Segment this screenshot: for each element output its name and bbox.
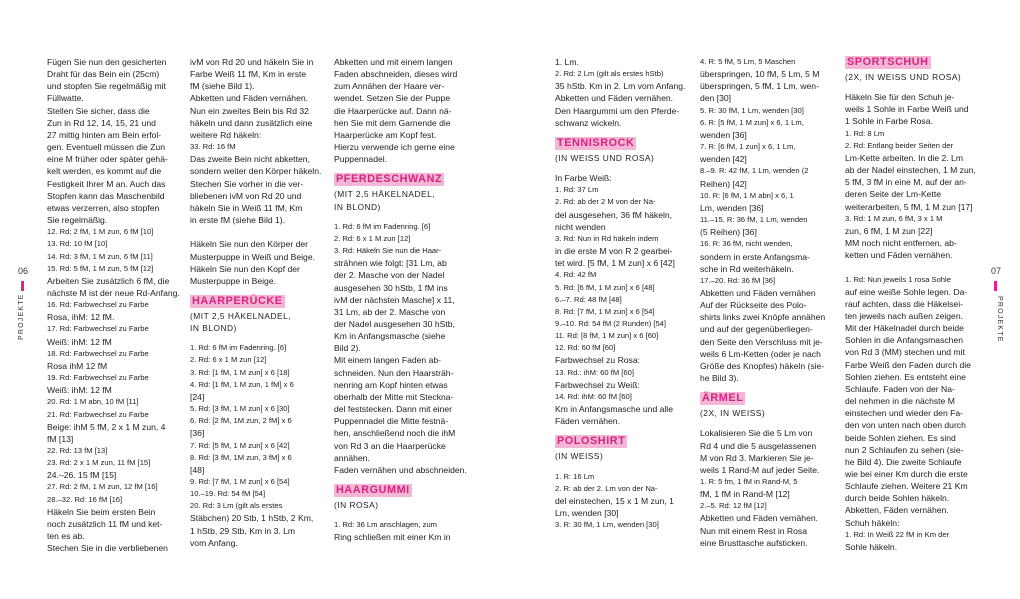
text-line: Schuh häkeln:: [845, 517, 900, 528]
text-line: von Rd 3 (MM) stechen und mit: [845, 347, 965, 358]
text-line: 2. Rd: 6 x 1 M zun [12]: [190, 355, 267, 365]
text-line: Stäbchen) 20 Stb, 1 hStb, 2 Km,: [190, 513, 314, 524]
text-line: Häkeln Sie nun den Kopf der: [190, 263, 300, 274]
text-line: weiterarbeiten, 5 fM, 1 M zun [17]: [845, 201, 973, 212]
text-line: del einstechen, 15 x 1 M zun, 1: [555, 495, 674, 506]
text-line: Sohle häkeln.: [845, 541, 898, 552]
text-line: nächste M ist der neue Rd-Anfang.: [47, 287, 180, 298]
text-line: weils 1 Rand-M auf jeder Seite.: [700, 464, 820, 475]
text-line: Farbwechsel zu Weiß:: [555, 379, 640, 390]
text-line: sondern in erste Anfangsma-: [700, 251, 810, 262]
text-line: ab der Nadel einstechen, 1 M zun,: [845, 165, 976, 176]
text-line: zum Annähen der Haare ver-: [334, 81, 445, 92]
text-column-2: [190, 56, 321, 549]
text-line: Auf der Rückseite des Polo-: [700, 300, 807, 311]
text-line: 17.–20. Rd: 36 fM [36]: [700, 275, 776, 285]
text-line: strähnen wie folgt: [31 Lm, ab: [334, 258, 447, 269]
text-line: noch zusätzlich 11 fM und ket-: [47, 518, 163, 529]
section-subtitle: (2X, IN WEISS): [700, 408, 766, 419]
text-line: eine M früher oder später gehä-: [47, 154, 168, 165]
text-line: 24.–26. 15 fM [15]: [47, 470, 117, 481]
instruction-text: [700, 427, 825, 549]
text-line: 11. Rd: [8 fM, 1 M zun] x 6 [60]: [555, 331, 659, 341]
text-line: wenden [42]: [700, 154, 747, 165]
text-line: he Bild 3).: [700, 373, 739, 384]
text-line: Abketten und Fäden vernähen.: [700, 513, 819, 524]
text-line: del feststecken. Dann mit einer: [334, 404, 452, 415]
side-label-left: PROJEKTE: [18, 293, 25, 340]
text-line: 20. Rd: 3 Lm (gilt als erstes: [190, 501, 283, 511]
text-line: 15. Rd: 5 fM, 1 M zun, 5 fM [12]: [47, 263, 154, 273]
text-line: 13. Rd.: ihM: 60 fM [60]: [555, 367, 634, 377]
body-text: [555, 56, 685, 129]
text-line: Arbeiten Sie zusätzlich 6 fM, die: [47, 275, 170, 286]
text-line: wenden [36]: [700, 129, 747, 140]
text-line: 1. Rd: In Weiß 22 fM in Km der: [845, 529, 950, 539]
text-line: [24]: [190, 391, 205, 402]
text-line: Häkeln Sie nun den Körper der: [190, 239, 309, 250]
section-subtitle: (2X, IN WEISS UND ROSA): [845, 72, 962, 82]
text-line: überspringen, 5 fM, 1 Lm, wen-: [700, 81, 819, 92]
text-line: 5 fM, 3 fM in eine M, auf der an-: [845, 177, 967, 188]
text-line: 9. Rd: [7 fM, 1 M zun] x 6 [54]: [190, 477, 290, 486]
section-heading-pferdeschwanz: PFERDESCHWANZ: [336, 173, 443, 186]
text-column-5: [700, 56, 825, 549]
instruction-text: [334, 519, 467, 543]
text-line: fM, 1 fM in Rand-M [12]: [700, 489, 790, 500]
text-line: fM (siehe Bild 1).: [190, 81, 255, 92]
text-line: 17. Rd: Farbwechsel zu Farbe: [47, 324, 149, 334]
text-line: Rosa ihM 12 fM: [47, 360, 108, 371]
text-line: 5. R: 30 fM, 1 Lm, wenden [30]: [700, 105, 804, 115]
text-line: kelt werden, es kommt auf die: [47, 166, 162, 177]
text-line: 3. Rd: [1 fM, 1 M zun] x 6 [18]: [190, 367, 290, 377]
text-line: [845, 261, 976, 273]
text-line: Abketten, Fäden vernähen.: [845, 505, 949, 516]
text-line: schwanz wickeln.: [555, 117, 622, 128]
text-line: wie bei einer Km durch die erste: [845, 469, 968, 479]
text-line: ketten und Fäden vernähen.: [845, 250, 953, 261]
text-line: von Rd 3 an die Haarperücke: [334, 440, 446, 451]
text-line: nicht wenden: [555, 221, 606, 232]
text-line: 18. Rd: Farbwechsel zu Farbe: [47, 348, 149, 358]
text-line: nun 2 Schlaufen zu sehen (sie-: [845, 444, 964, 455]
text-line: 4. Rd: 42 fM: [555, 270, 597, 280]
text-line: 28.–32. Rd: 16 fM [16]: [47, 494, 123, 504]
text-line: Musterpuppe in Beige.: [190, 275, 276, 286]
section-heading-haarperuecke: HAARPERÜCKE: [192, 294, 283, 307]
text-line: 16. Rd: Farbwechsel zu Farbe: [47, 300, 149, 310]
page-number-right: 07: [991, 266, 1002, 276]
text-line: Stechen Sie in die verbliebenen: [47, 543, 168, 554]
text-line: Schlaufe. Faden von der Na-: [845, 383, 955, 394]
text-line: Sohlen in die Anfangsmaschen: [845, 335, 964, 346]
text-line: [48]: [190, 464, 205, 475]
section-heading-tennisrock: TENNISROCK: [557, 136, 635, 149]
text-line: Abketten und Fäden vernähen.: [555, 93, 674, 104]
text-line: 2. R: ab der 2. Lm von der Na-: [555, 483, 658, 493]
text-line: rauf achten, dass die Häkelsei-: [845, 298, 963, 309]
text-line: Lm-Kette arbeiten. In die 2. Lm: [845, 152, 963, 163]
text-line: Abketten und mit einem langen: [334, 57, 453, 67]
section-subtitle: IN BLOND): [190, 323, 237, 334]
text-line: (5 Reihen) [36]: [700, 227, 757, 238]
text-line: 3. Rd: Nun in Rd häkeln indem: [555, 233, 659, 243]
text-line: weils 1 Sohle in Farbe Weiß und: [845, 104, 969, 115]
text-line: [190, 226, 321, 238]
text-line: 1 Sohle in Farbe Rosa.: [845, 116, 933, 127]
text-line: 10. R: [6 fM, 1 M abn] x 6, 1: [700, 190, 794, 200]
section-heading-aermel: ÄRMEL: [702, 392, 744, 405]
text-line: 23. Rd: 2 x 1 M zun, 11 fM [15]: [47, 458, 151, 468]
text-line: 1. R: 16 Lm: [555, 471, 595, 481]
text-line: Häkeln Sie für den Schuh je-: [845, 92, 955, 103]
text-line: Farbe Weiß 11 fM, Km in erste: [190, 69, 307, 80]
section-subtitle: (IN ROSA): [334, 500, 379, 510]
text-line: 1. Rd: Nun jeweils 1 rosa Sohle: [845, 274, 951, 284]
text-line: Farbwechsel zu Rosa:: [555, 355, 641, 366]
text-line: 10.–19. Rd: 54 fM [54]: [190, 489, 266, 499]
text-line: zun, 6 fM, 1 M zun [22]: [845, 225, 933, 236]
text-line: Sie regelmäßig.: [47, 215, 108, 226]
text-line: Weiß: ihM: 12 fM: [47, 336, 112, 347]
text-line: Häkeln Sie beim ersten Bein: [47, 506, 156, 517]
text-line: 3. R: 30 fM, 1 Lm, wenden [30]: [555, 520, 659, 530]
body-text: [47, 56, 180, 554]
page-marker-right: [994, 281, 997, 291]
text-line: häkeln Sie in Weiß 11 fM, Km: [190, 202, 303, 213]
text-line: 5. Rd: [3 fM, 1 M zun] x 6 [30]: [190, 404, 290, 414]
text-line: ten es ab.: [47, 531, 85, 542]
text-line: 33. Rd: 16 fM: [190, 142, 236, 152]
text-line: ivM der nächsten Masche] x 11,: [334, 294, 455, 305]
text-line: 4. Rd: [1 fM, 1 M zun, 1 fM] x 6: [190, 379, 294, 389]
text-line: vom Anfang.: [190, 537, 238, 548]
instruction-text: [555, 172, 685, 427]
text-line: Füllwatte.: [47, 93, 84, 104]
text-line: den Seite den Verschluss mit je-: [700, 336, 823, 347]
text-line: sondern weiter den Körper häkeln.: [190, 166, 322, 177]
page-number-left: 06: [18, 266, 29, 276]
text-line: fM [13]: [47, 433, 74, 444]
text-line: Abketten und Fäden vernähen.: [190, 93, 309, 104]
text-line: 6. Rd: [2 fM, 1M zun, 2 fM] x 6: [190, 416, 292, 426]
text-line: sche in Rd weiterhäkeln.: [700, 263, 794, 274]
text-line: ausgesehen 30 hStb, 1 fM ins: [334, 282, 448, 293]
text-line: etwas verzerren, also stopfen: [47, 202, 160, 213]
text-line: del nehmen in die nächste M: [845, 396, 955, 407]
text-line: 14. Rd: 3 fM, 1 M zun, 6 fM [11]: [47, 251, 153, 261]
text-line: Das zweite Bein nicht abketten,: [190, 154, 310, 165]
text-line: eine Brusttasche aufsticken.: [700, 537, 808, 548]
text-column-1: [47, 56, 180, 554]
text-line: 2.–5. Rd: 12 fM [12]: [700, 501, 767, 511]
text-line: 35 hStb. Km in 2. Lm vom Anfang.: [555, 81, 686, 92]
text-line: die Haarperücke auf. Dann nä-: [334, 105, 452, 116]
text-line: Faden vernähen und abschneiden.: [334, 464, 467, 475]
text-line: Stellen Sie sicher, dass die: [47, 105, 150, 116]
text-line: 3. Rd: 1 M zun, 6 fM, 3 x 1 M: [845, 213, 943, 223]
text-line: 11.–15. R: 36 fM, 1 Lm, wenden: [700, 215, 808, 225]
section-subtitle: (MIT 2,5 HÄKELNADEL,: [334, 189, 436, 200]
text-line: 2. Rd: 6 x 1 M zun [12]: [334, 233, 411, 243]
text-line: schneiden. Nun den Haarsträh-: [334, 367, 454, 378]
text-column-6: [845, 56, 976, 553]
text-line: überspringen, 10 fM, 5 Lm, 5 M: [700, 69, 820, 80]
text-column-4: [555, 56, 685, 531]
section-heading-poloshirt: POLOSHIRT: [557, 435, 626, 448]
text-line: 7. Rd: [5 fM, 1 M zun] x 6 [42]: [190, 440, 290, 450]
text-line: 20. Rd: 1 M abn, 10 fM [11]: [47, 397, 139, 407]
text-line: Rosa, ihM: 12 fM.: [47, 312, 115, 323]
text-line: 27. Rd: 2 fM, 1 M zun, 12 fM [16]: [47, 482, 158, 492]
page-marker-left: [21, 281, 24, 291]
text-line: 21. Rd: Farbwechsel zu Farbe: [47, 409, 149, 419]
text-line: 8. Rd: [7 fM, 1 M zun] x 6 [54]: [555, 306, 655, 316]
text-line: nenring am Kopf hinten etwas: [334, 379, 448, 390]
section-subtitle: (IN WEISS UND ROSA): [555, 152, 655, 163]
instruction-text: [334, 221, 467, 476]
text-line: 1. Rd: 8 Lm: [845, 128, 885, 138]
text-line: Stopfen kann das Maschenbild: [47, 190, 165, 201]
text-line: in erste fM (siehe Bild 1).: [190, 215, 286, 226]
text-line: oberhalb der Mitte mit Stecknа-: [334, 391, 454, 402]
text-line: einstechen und wieder den Fa-: [845, 408, 964, 419]
instruction-text: [555, 471, 685, 532]
text-line: M von Rd 3. Markieren Sie je-: [700, 452, 814, 463]
text-line: 13. Rd: 10 fM [10]: [47, 239, 108, 249]
text-line: Draht für das Bein ein (25cm): [47, 69, 160, 80]
text-line: 3. Rd: Häkeln Sie nun die Haar-: [334, 246, 442, 256]
body-text: [334, 56, 467, 165]
text-line: 12. Rd: 60 fM [60]: [555, 343, 616, 353]
text-line: Mit einem langen Faden ab-: [334, 355, 442, 366]
text-line: del ausgesehen, 36 fM häkeln,: [555, 209, 673, 220]
text-line: Sohlen ziehen. Es entsteht eine: [845, 371, 966, 382]
text-line: beide Sohlen ziehen. Es sind: [845, 432, 956, 443]
text-line: Hierzu verwende ich gerne eine: [334, 142, 455, 153]
text-line: Festigkeit Ihrer M an. Auch das: [47, 178, 166, 189]
text-line: Größe des Knopfes) häkeln (sie-: [700, 360, 825, 371]
text-line: der 2. Masche von der Nadel: [334, 270, 445, 281]
text-line: Stechen Sie vorher in die ver-: [190, 178, 304, 189]
text-line: Abketten und Fäden vernähen: [700, 287, 816, 298]
section-heading-sportschuh: SPORTSCHUH: [847, 56, 929, 68]
text-line: weils 6 Lm-Ketten (oder je nach: [700, 348, 821, 359]
text-line: 19. Rd: Farbwechsel zu Farbe: [47, 373, 149, 383]
text-line: und auf der gegenüberliegen-: [700, 324, 813, 335]
text-line: 1. Rd: 6 fM im Fadenring. [6]: [190, 343, 287, 353]
text-line: 2. Rd: ab der 2 M von der Na-: [555, 197, 656, 207]
text-line: 4. R: 5 fM, 5 Lm, 5 Maschen: [700, 57, 796, 66]
text-line: 27 mittig hinten am Bein erfol-: [47, 129, 162, 140]
text-line: den [30]: [700, 93, 732, 104]
text-line: Ring schließen mit einer Km in: [334, 532, 451, 543]
text-line: 1. Lm.: [555, 57, 579, 67]
text-line: Km in Anfangsmasche und alle: [555, 404, 673, 415]
text-line: Nun mit einem Rest in Rosa: [700, 525, 807, 536]
text-line: 22. Rd: 13 fM [13]: [47, 446, 108, 455]
text-line: ten jeweils nach außen zeigen.: [845, 310, 964, 321]
text-line: bliebenen ivM von Rd 20 und: [190, 190, 302, 201]
text-line: 9.–10. Rd: 54 fM (2 Runden) [54]: [555, 318, 667, 328]
text-line: annähen.: [334, 452, 370, 463]
text-line: In Farbe Weiß:: [555, 173, 612, 184]
text-line: [36]: [190, 428, 205, 439]
text-line: häkeln und dann zusätzlich eine: [190, 117, 313, 128]
text-line: he Bild 4). Die zweite Schlaufe: [845, 456, 962, 467]
text-line: Puppennadel die Mitte festnä-: [334, 416, 449, 427]
section-heading-haargummi: HAARGUMMI: [336, 484, 410, 496]
text-line: deren Seite der Lm-Kette: [845, 189, 942, 200]
text-column-3: [334, 56, 467, 543]
text-line: auf eine weiße Sohle legen. Da-: [845, 286, 968, 297]
text-line: Nun ein zweites Bein bis Rd 32: [190, 105, 309, 116]
text-line: 7. R: [6 fM, 1 zun] x 6, 1 Lm,: [700, 142, 796, 152]
text-line: der Nadel ausgesehen 30 hStb,: [334, 318, 455, 329]
text-line: 5. Rd: [6 fM, 1 M zun] x 6 [48]: [555, 282, 655, 292]
text-line: 1 hStb, 29 Stb, Km in 3. Lm: [190, 525, 296, 536]
instruction-text: [190, 342, 321, 549]
text-line: shirts links zwei Knöpfe annähen: [700, 312, 826, 323]
text-line: gen. Eventuell müssen die Zun: [47, 142, 165, 153]
text-line: 2. Rd: Entlang beider Seiten der: [845, 140, 954, 150]
section-subtitle: IN BLOND): [334, 201, 381, 212]
text-line: Beige: ihM 5 fM, 2 x 1 M zun, 4: [47, 421, 166, 432]
text-line: hen Sie mit dem Garnende die: [334, 117, 451, 128]
instruction-text: [700, 56, 825, 384]
text-line: Farbe Weiß den Faden durch die: [845, 359, 971, 370]
text-line: 14. Rd: ihM: 60 fM [60]: [555, 391, 632, 401]
text-line: den von unten nach oben durch: [845, 420, 966, 431]
text-line: tet wird. [5 fM, 1 M zun] x 6 [42]: [555, 258, 675, 269]
text-line: Haarperücke am Kopf fest.: [334, 129, 437, 140]
text-line: 6. R: [5 fM, 1 M zun] x 6, 1 Lm,: [700, 117, 804, 127]
text-line: Bild 2).: [334, 343, 361, 354]
text-line: Lokalisieren Sie die 5 Lm von: [700, 428, 813, 439]
text-line: hen, anschließend noch die ihM: [334, 428, 456, 439]
text-line: Km in Anfangsmasche (siehe: [334, 331, 446, 342]
text-line: 8. Rd: [3 fM, 1M zun, 3 fM] x 6: [190, 452, 292, 462]
text-line: Puppennadel.: [334, 154, 388, 165]
text-line: 31 Lm, ab der 2. Masche von: [334, 306, 446, 317]
text-line: Rd 4 und die 5 ausgelassenen: [700, 440, 817, 451]
text-line: 1. Rd: 36 Lm anschlagen, zum: [334, 520, 437, 530]
text-line: Fügen Sie nun den gesicherten: [47, 57, 167, 67]
text-line: Den Haargummi um den Pferde-: [555, 105, 680, 116]
text-line: wendet. Setzen Sie der Puppe: [334, 93, 451, 104]
text-line: ivM von Rd 20 und häkeln Sie in: [190, 57, 314, 67]
text-line: 2. Rd: 2 Lm (gilt als erstes hStb): [555, 69, 664, 79]
text-line: 6.–7. Rd: 48 fM [48]: [555, 294, 622, 304]
text-line: und stopfen Sie regelmäßig mit: [47, 81, 166, 92]
text-line: durch beide Sohlen häkeln.: [845, 493, 950, 504]
text-line: weitere Rd häkeln:: [190, 129, 262, 140]
text-line: Weiß: ihM: 12 fM: [47, 385, 112, 396]
text-line: Fäden vernähen.: [555, 416, 620, 427]
body-text: [190, 56, 321, 287]
text-line: Schlaufe ziehen. Weitere 21 Km: [845, 481, 968, 492]
text-line: 1. R: 5 fm, 1 fM in Rand-M, 5: [700, 477, 798, 486]
text-line: 1. Rd: 6 fM im Fadenring. [6]: [334, 221, 431, 231]
side-label-right: PROJEKTE: [996, 296, 1003, 343]
text-line: Reihen) [42]: [700, 178, 747, 189]
text-line: Faden abschneiden, dieses wird: [334, 69, 458, 80]
section-subtitle: (MIT 2,5 HÄKELNADEL,: [190, 310, 292, 321]
section-subtitle: (IN WEISS): [555, 451, 604, 462]
text-line: 8.–9. R: 42 fM, 1 Lm, wenden (2: [700, 166, 809, 176]
text-line: 16. R: 36 fM, nicht wenden,: [700, 239, 793, 249]
text-line: Musterpuppe in Weiß und Beige.: [190, 251, 315, 262]
text-line: Lm, wenden [36]: [700, 202, 764, 213]
text-line: MM noch nicht entfernen, ab-: [845, 238, 957, 249]
text-line: Zun in Rd 12, 14, 15, 21 und: [47, 117, 156, 128]
text-line: in die erste M von R 2 gearbei-: [555, 246, 673, 257]
text-line: 1. Rd: 37 Lm: [555, 185, 599, 195]
text-line: 12. Rd: 2 fM, 1 M zun, 6 fM [10]: [47, 227, 154, 237]
instruction-text: [845, 91, 976, 553]
text-line: Mit der Häkelnadel durch beide: [845, 323, 964, 334]
text-line: Lm, wenden [30]: [555, 508, 619, 518]
